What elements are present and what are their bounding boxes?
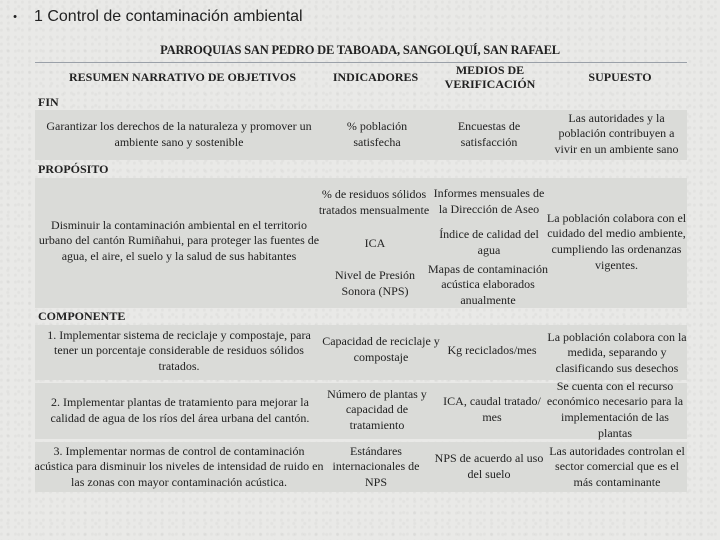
bullet: • — [13, 11, 17, 23]
section-componente-label: COMPONENTE — [38, 309, 126, 323]
componente-3-supuesto: Las autoridades controlan el sector comercial que es el más contaminante — [549, 443, 685, 489]
proposito-supuesto: La población colabora con el cuidado del medio ambiente, cumpliendo las ordenanzas vigentes. — [546, 210, 687, 272]
header-supuesto: SUPUESTO — [588, 70, 652, 85]
componente-1-resumen: 1. Implementar sistema de reciclaje y compostaje, para tener un porcentaje considerable de residuos sólidos tratados. — [47, 327, 311, 373]
fin-supuesto: Las autoridades y la población contribuyen a vivir en un ambiente sano — [554, 110, 679, 156]
fin-medio: Encuestas de satisfacción — [457, 119, 521, 149]
componente-2-indicador: Número de plantas y capacidad de tratamiento — [327, 386, 427, 432]
header-indicadores: INDICADORES — [332, 70, 419, 85]
proposito-medio-mapas: Mapas de contaminación acústica elaborados anualmente — [428, 261, 548, 307]
proposito-medio-indice: Índice de calidad del agua — [439, 227, 539, 257]
componente-2-resumen: 2. Implementar plantas de tratamiento para mejorar la calidad de agua de los ríos del área urbana del cantón. — [50, 395, 310, 425]
fin-indicador: % población satisfecha — [346, 119, 408, 149]
componente-3-medio: NPS de acuerdo al uso del suelo — [434, 451, 544, 481]
slide-title-text: 1 Control de contaminación ambiental — [34, 8, 303, 25]
section-fin-label: FIN — [38, 95, 59, 109]
slide-title — [6, 4, 303, 30]
componente-1-indicador: Capacidad de reciclaje y compostaje — [322, 334, 440, 364]
section-proposito-label: PROPÓSITO — [38, 162, 109, 176]
componente-3-indicador: Estándares internacionales de NPS — [332, 443, 420, 489]
proposito-indicador-nps: Nivel de Presión Sonora (NPS) — [335, 268, 415, 298]
fin-resumen: Garantizar los derechos de la naturaleza y promover un ambiente sano y sostenible — [46, 119, 312, 149]
table-title: PARROQUIAS SAN PEDRO DE TABOADA, SANGOLQUÍ, SAN RAFAEL — [160, 43, 560, 57]
proposito-indicador-residuos: % de residuos sólidos tratados mensualmente — [318, 187, 430, 217]
header-medios: MEDIOS DE VERIFICACIÓN — [444, 63, 536, 91]
componente-3-resumen: 3. Implementar normas de control de contaminación acústica para disminuir los niveles de intensidad de ruido en las zonas con mayor contaminación acústica. — [34, 443, 324, 489]
componente-1-medio: Kg reciclados/mes — [447, 343, 537, 358]
proposito-medio-informes: Informes mensuales de la Dirección de Aseo — [433, 186, 545, 216]
componente-1-supuesto: La población colabora con la medida, separando y clasificando sus desechos — [547, 329, 687, 375]
proposito-resumen: Disminuir la contaminación ambiental en el territorio urbano del cantón Rumiñahui, para proteger las fuentes de agua, el aire, el suelo y la salud de sus habitantes — [38, 217, 320, 263]
componente-2-supuesto: Se cuenta con el recurso económico necesario para la implementación de las plantas — [546, 378, 684, 440]
componente-2-medio: ICA, caudal tratado/ mes — [443, 394, 541, 424]
header-resumen: RESUMEN NARRATIVO DE OBJETIVOS — [69, 70, 296, 85]
proposito-indicador-ica: ICA — [364, 236, 386, 251]
